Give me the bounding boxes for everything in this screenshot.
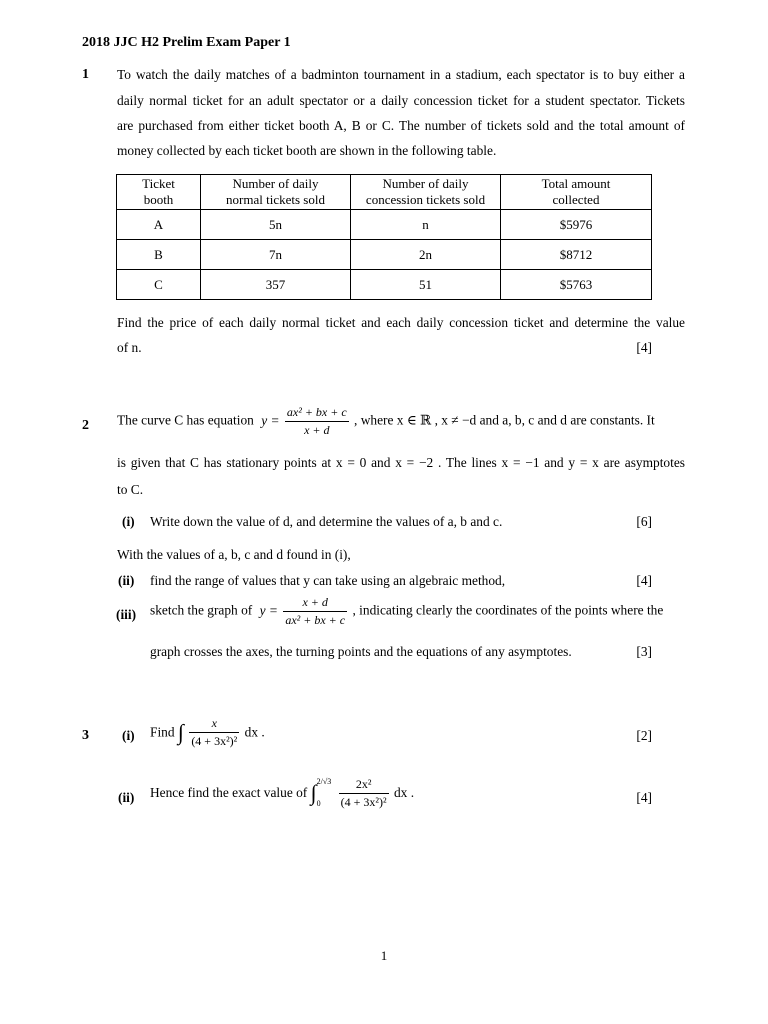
page-title: 2018 JJC H2 Prelim Exam Paper 1 [82, 35, 291, 50]
q3-part-ii-denominator: (4 + 3x²)² [340, 794, 387, 809]
table-row [117, 210, 652, 240]
q2-part-iii-mark: [3] [636, 644, 652, 659]
q2-equation-fraction [285, 405, 349, 438]
q3-part-ii-expression [150, 776, 414, 810]
integral-lower-limit: 0 [316, 799, 321, 808]
q2-part-i-text: Write down the value of d, and determine the values of a, b and c. [150, 514, 503, 529]
q3-part-i-expression [150, 716, 265, 749]
table-header-cell: Number of daily normal tickets sold [201, 175, 351, 210]
table-header-cell: Ticket booth [117, 175, 201, 210]
q2-part-iii-fraction [283, 595, 347, 628]
q1-text-line-4: money collected by each ticket booth are shown in the following table. [117, 143, 497, 158]
table-header-cell: Number of daily concession tickets sold [351, 175, 501, 210]
integral-upper-limit: 2/√3 [316, 777, 332, 786]
q1-after-line-1: Find the price of each daily normal ticket and each daily concession ticket and determine the value [117, 315, 685, 330]
q3-part-i-mark: [2] [636, 728, 652, 743]
q2-part-ii-text: find the range of values that y can take using an algebraic method, [150, 573, 506, 588]
q1-mark: [4] [636, 340, 652, 355]
q2-part-iii-line-2: graph crosses the axes, the turning points and the equations of any asymptotes. [150, 644, 572, 659]
q2-line-3: to C. [117, 482, 144, 497]
table-cell: $5763 [501, 270, 652, 300]
page-number: 1 [380, 948, 388, 963]
table-cell: 2n [351, 240, 501, 270]
integral-sign: ∫ [177, 719, 184, 745]
q2-with-values-text: With the values of a, b, c and d found in (i), [117, 547, 351, 562]
table-cell: C [117, 270, 201, 300]
q2-part-iii-lhs: y = [259, 602, 278, 618]
q3-part-ii-post: dx . [393, 785, 415, 800]
table-row [117, 270, 652, 300]
question-number-2: 2 [82, 418, 89, 433]
q1-text-line-3: are purchased from either ticket booth A, B or C. The number of tickets sold and the total amount of [117, 118, 685, 133]
q2-line-1-pre: The curve C has equation [117, 412, 254, 428]
q2-part-iii-post: , indicating clearly the coordinates of the points where the [352, 602, 664, 618]
q3-part-ii-pre: Hence find the exact value of [150, 785, 308, 800]
q1-after-line-2: of n. [117, 340, 142, 355]
question-number-3: 3 [82, 728, 89, 743]
table-cell: A [117, 210, 201, 240]
integral-sign: ∫ [310, 780, 317, 805]
integral-limits [317, 776, 332, 810]
q2-line-2: is given that C has stationary points at x = 0 and x = −2 . The lines x = −1 and y = x are asymptotes [117, 455, 685, 470]
q2-part-iii-label: (iii) [116, 607, 137, 622]
q2-part-i-label: (i) [122, 514, 135, 529]
q2-equation-lhs: y = [261, 412, 280, 428]
table-row [117, 240, 652, 270]
q3-part-ii-fraction [339, 777, 389, 810]
q2-equation-numerator: ax² + bx + c [285, 405, 349, 422]
q2-line-1-post: , where x ∈ ℝ , x ≠ −d and a, b, c and d are constants. It [354, 412, 655, 428]
q3-part-ii-mark: [4] [636, 790, 652, 805]
q2-part-iii-numerator: x + d [283, 595, 347, 612]
q1-text-line-2: daily normal ticket for an adult spectator or a daily concession ticket for a student spectator. Tickets [117, 93, 685, 108]
q2-part-ii-mark: [4] [636, 573, 652, 588]
q2-line-1 [117, 405, 655, 438]
table-cell: $5976 [501, 210, 652, 240]
q2-part-iii-pre: sketch the graph of [150, 602, 253, 618]
table-header-cell: Total amount collected [501, 175, 652, 210]
q2-part-iii-denominator: ax² + bx + c [285, 613, 346, 627]
table-cell: n [351, 210, 501, 240]
q2-equation-denominator: x + d [304, 423, 330, 437]
question-number-1: 1 [82, 67, 89, 82]
q3-part-i-post: dx . [244, 724, 265, 740]
q3-part-i-fraction [189, 716, 239, 749]
q3-part-ii-numerator: 2x² [339, 777, 389, 794]
q2-part-iii-line-1 [150, 595, 663, 628]
table-cell: $8712 [501, 240, 652, 270]
table-cell: 51 [351, 270, 501, 300]
table-cell: 7n [201, 240, 351, 270]
q2-part-i-mark: [6] [636, 514, 652, 529]
table-cell: 5n [201, 210, 351, 240]
table-cell: 357 [201, 270, 351, 300]
q2-part-ii-label: (ii) [118, 573, 135, 588]
table-cell: B [117, 240, 201, 270]
q3-part-i-label: (i) [122, 728, 135, 743]
q3-part-ii-label: (ii) [118, 790, 135, 805]
q1-text-line-1: To watch the daily matches of a badminton tournament in a stadium, each spectator is to buy either a [117, 67, 685, 82]
table-header-row [117, 175, 652, 210]
q3-part-i-denominator: (4 + 3x²)² [191, 734, 238, 748]
q3-part-i-numerator: x [189, 716, 239, 733]
q3-part-i-pre: Find [150, 724, 175, 740]
ticket-table [116, 174, 652, 300]
